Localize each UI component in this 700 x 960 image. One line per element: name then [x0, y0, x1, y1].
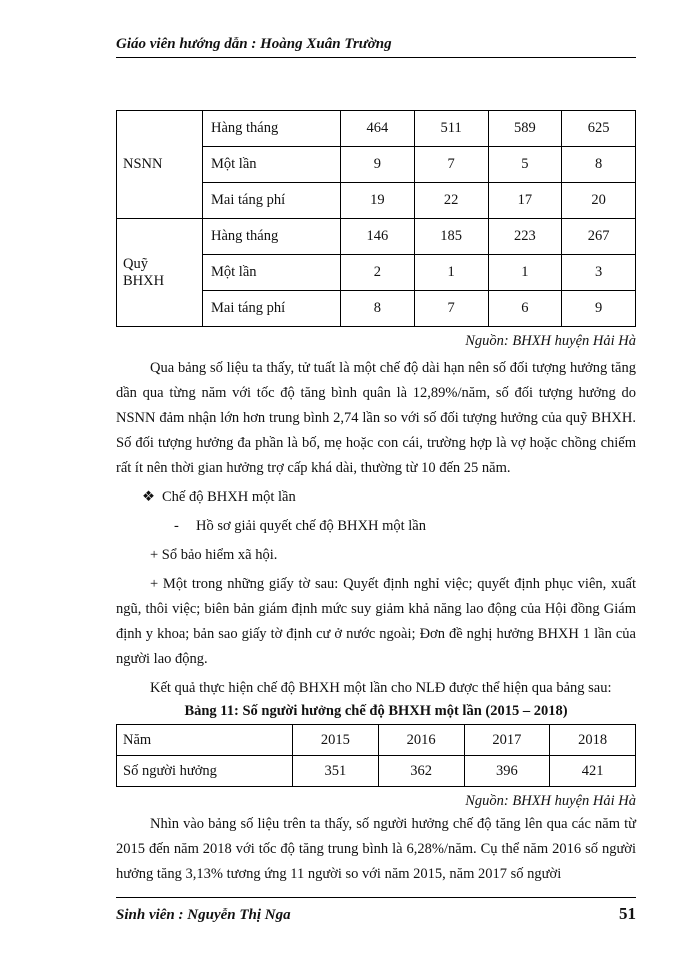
table-cell: 185 [414, 219, 488, 255]
table-cell: 1 [488, 255, 562, 291]
table-cell: 351 [293, 756, 379, 787]
table-cell: 511 [414, 111, 488, 147]
group-label-nsnn: NSNN [117, 111, 203, 219]
page-footer [116, 897, 636, 924]
table1-source: Nguồn: BHXH huyện Hải Hà [465, 333, 636, 349]
table-cell: 17 [488, 183, 562, 219]
table-cell: 5 [488, 147, 562, 183]
page-number: 51 [619, 904, 636, 923]
lump-sum-table [116, 724, 636, 787]
row-label: Số người hưởng [117, 756, 293, 787]
table-cell: 20 [562, 183, 636, 219]
table-cell: 267 [562, 219, 636, 255]
table-cell: 1 [414, 255, 488, 291]
group-label-line: BHXH [123, 272, 165, 289]
table-cell: 421 [550, 756, 636, 787]
table-cell: 146 [341, 219, 415, 255]
plus-item-1: + Sổ bảo hiểm xã hội. [150, 547, 278, 563]
bullet-text: Chế độ BHXH một lần [162, 489, 296, 505]
dash-text: Hồ sơ giải quyết chế độ BHXH một lần [196, 518, 426, 534]
benefit-table [116, 110, 636, 327]
table-cell: 589 [488, 111, 562, 147]
row-label: Một lần [203, 147, 341, 183]
table-cell: 8 [562, 147, 636, 183]
group-label-bhxh [117, 219, 203, 327]
table-cell: 7 [414, 147, 488, 183]
table-row [117, 219, 636, 255]
footer-student: Sinh viên : Nguyễn Thị Nga [116, 907, 291, 923]
row-label: Một lần [203, 255, 341, 291]
table-cell: 396 [464, 756, 550, 787]
paragraph-3: Nhìn vào bảng số liệu trên ta thấy, số người hưởng chế độ tăng lên qua các năm từ 2015 đến năm 2018 với tốc độ tăng trung bình là 6,28%/năm. Cụ thể năm 2016 số người hưởng tăng 3,13% tương ứng 11 người so với năm 2015, năm 2017 số người [116, 816, 636, 882]
dash-bullet-icon: - [174, 518, 179, 534]
page-content [116, 110, 636, 887]
table-cell: 19 [341, 183, 415, 219]
table-cell: 223 [488, 219, 562, 255]
table-cell: 625 [562, 111, 636, 147]
table-row [117, 111, 636, 147]
table-cell: 9 [562, 291, 636, 327]
paragraph-1: Qua bảng số liệu ta thấy, tử tuất là một chế độ dài hạn nên số đối tượng hưởng tăng dần qua từng năm với tốc độ tăng bình quân là 12,89%/năm, số đối tượng hưởng do NSNN đảm nhận lớn hơn trung bình 2,74 lần so với số đối tượng hưởng của quỹ BHXH. Số đối tượng hưởng đa phần là bố, mẹ hoặc con cái, trường hợp là vợ hoặc chồng chiếm rất ít nên thời gian hưởng trợ cấp khá dài, thường từ 10 đến 25 năm. [116, 360, 636, 476]
table-cell: 22 [414, 183, 488, 219]
plus-item-2: + Một trong những giấy tờ sau: Quyết định nghỉ việc; quyết định phục viên, xuất ngũ, thôi việc; biên bản giám định mức suy giảm khả năng lao động của Hội đồng Giám định y khoa; bản sao giấy tờ định cư ở nước ngoài; Đơn đề nghị hưởng BHXH 1 lần của người lao động. [116, 576, 636, 667]
table-cell: 464 [341, 111, 415, 147]
table-cell: 8 [341, 291, 415, 327]
year-cell: 2016 [378, 725, 464, 756]
table-cell: 7 [414, 291, 488, 327]
table-cell: 6 [488, 291, 562, 327]
year-cell: 2017 [464, 725, 550, 756]
diamond-bullet-icon: ❖ [142, 489, 155, 505]
row-label: Mai táng phí [203, 183, 341, 219]
page-header: Giáo viên hướng dẫn : Hoàng Xuân Trường [116, 36, 636, 58]
table-cell: 2 [341, 255, 415, 291]
year-cell: 2018 [550, 725, 636, 756]
bullet-item [116, 485, 636, 510]
year-cell: 2015 [293, 725, 379, 756]
row-label: Hàng tháng [203, 219, 341, 255]
table-cell: 3 [562, 255, 636, 291]
header-label: Năm [117, 725, 293, 756]
table-cell: 362 [378, 756, 464, 787]
table2-title: Bảng 11: Số người hưởng chế độ BHXH một lần (2015 – 2018) [184, 703, 568, 719]
group-label-line: Quỹ [123, 255, 148, 272]
table-row [117, 756, 636, 787]
row-label: Hàng tháng [203, 111, 341, 147]
dash-item [116, 514, 636, 539]
table-cell: 9 [341, 147, 415, 183]
row-label: Mai táng phí [203, 291, 341, 327]
table-header-row [117, 725, 636, 756]
table2-source: Nguồn: BHXH huyện Hải Hà [465, 793, 636, 809]
paragraph-2: Kết quả thực hiện chế độ BHXH một lần cho NLĐ được thể hiện qua bảng sau: [150, 680, 612, 696]
